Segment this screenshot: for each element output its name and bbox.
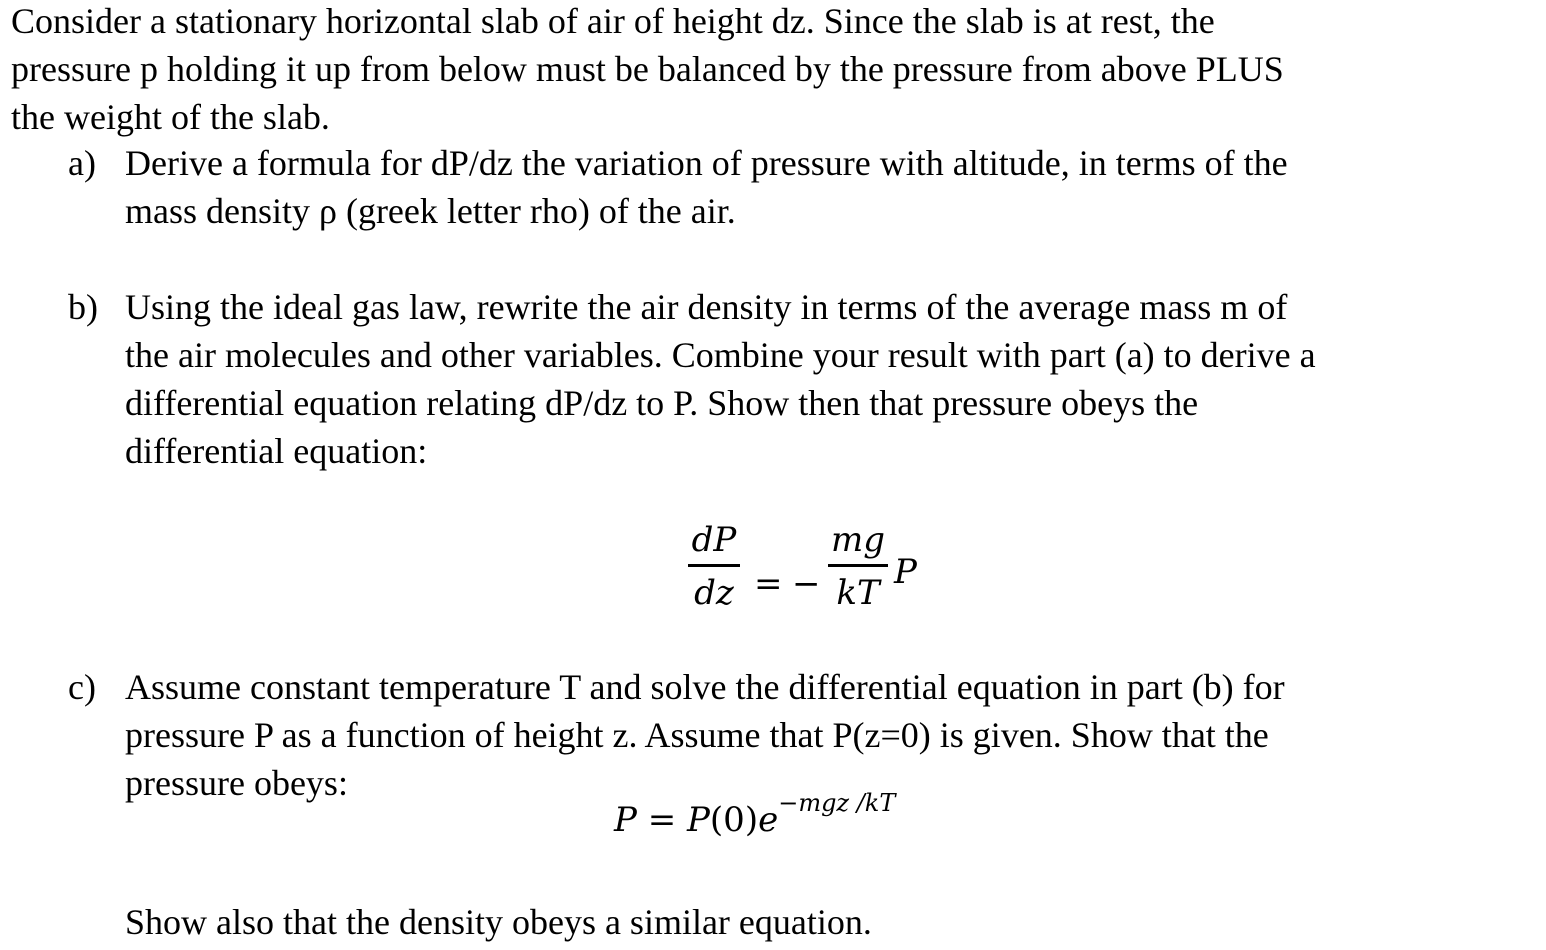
part-b-marker: b) (68, 287, 98, 327)
euler-e: e (758, 800, 779, 840)
part-a-line: Derive a formula for dP/dz the variation of pressure with altitude, in terms of the (125, 143, 1288, 183)
fraction-numerator: mg (830, 520, 885, 560)
part-b-text (125, 283, 1545, 475)
equals-sign: = (647, 800, 677, 840)
part-c-text (125, 663, 1545, 807)
part-c-line: pressure P as a function of height z. Assume that P(z=0) is given. Show that the (125, 715, 1269, 755)
pressure-symbol: P (894, 552, 917, 592)
part-b-line: differential equation relating dP/dz to P. Show then that pressure obeys the (125, 383, 1199, 423)
intro-line: pressure p holding it up from below must be balanced by the pressure from above PLUS (11, 49, 1284, 89)
part-c-line: pressure obeys: (125, 763, 348, 803)
pressure-symbol: P (614, 800, 637, 840)
fraction-denominator: dz (694, 573, 734, 613)
fraction-numerator: dP (691, 520, 737, 560)
fraction-bar (828, 564, 888, 567)
fraction-denominator: kT (836, 573, 880, 613)
exponent: −mgz /kT (778, 789, 896, 817)
part-a-text (125, 139, 1545, 235)
final-instruction: Show also that the density obeys a similar equation. (125, 902, 872, 942)
part-b-line: differential equation: (125, 431, 428, 471)
intro-paragraph (11, 0, 1511, 141)
part-b-line: the air molecules and other variables. Combine your result with part (a) to derive a (125, 335, 1316, 375)
close-paren: ) (744, 800, 759, 840)
equals-sign: = (754, 564, 783, 604)
minus-sign: − (792, 564, 821, 604)
part-b-line: Using the ideal gas law, rewrite the air density in terms of the average mass m of (125, 287, 1288, 327)
pressure-differential-equation (688, 520, 928, 620)
dp-dz-fraction (688, 520, 740, 613)
intro-line: the weight of the slab. (11, 97, 330, 137)
pressure-symbol: P (687, 800, 710, 840)
part-c-line: Assume constant temperature T and solve the differential equation in part (b) for (125, 667, 1285, 707)
barometric-formula (614, 790, 954, 850)
zero: 0 (723, 800, 745, 840)
open-paren: ( (709, 800, 724, 840)
part-a-line: mass density ρ (greek letter rho) of the air. (125, 191, 736, 231)
part-c-marker: c) (68, 667, 96, 707)
fraction-bar (688, 564, 740, 567)
part-a-marker: a) (68, 143, 96, 183)
mg-kt-fraction (828, 520, 888, 613)
intro-line: Consider a stationary horizontal slab of air of height dz. Since the slab is at rest, the (11, 1, 1215, 41)
